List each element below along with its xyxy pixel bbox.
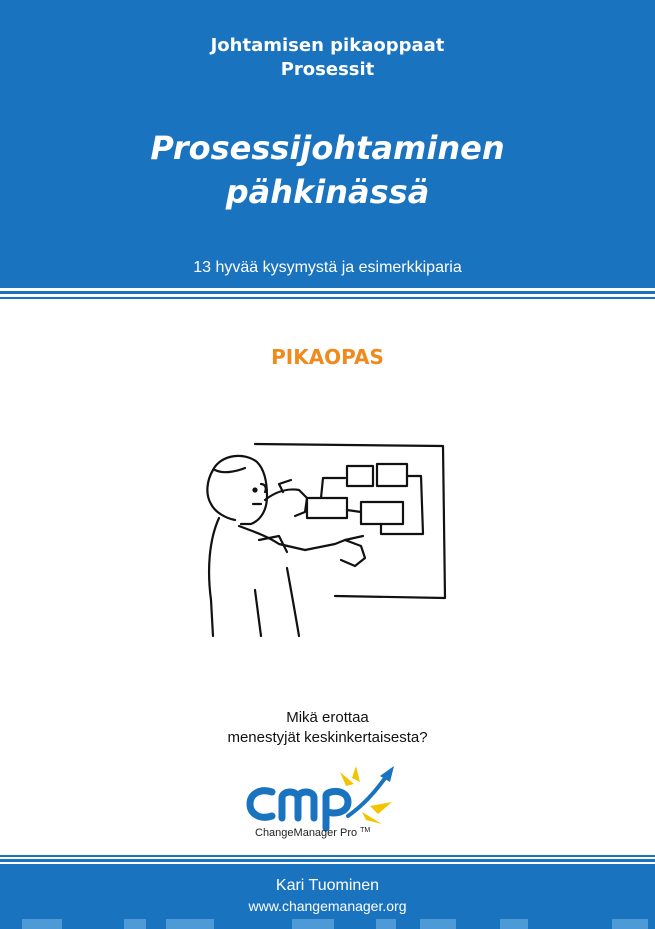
- question-line-2: menestyjät keskinkertaisesta?: [227, 729, 428, 746]
- author-name: Kari Tuominen: [275, 877, 380, 894]
- divider-stripe: [0, 297, 655, 299]
- series-line-2: Prosessit: [280, 59, 375, 80]
- footer-tile: [612, 919, 648, 929]
- question-line-1: Mikä erottaa: [286, 709, 369, 726]
- footer-tile: [420, 919, 456, 929]
- footer-tile: [22, 919, 62, 929]
- header-band: [0, 0, 655, 288]
- book-subtitle: 13 hyvää kysymystä ja esimerkkiparia: [193, 259, 462, 276]
- footer-band: [0, 864, 655, 929]
- footer-tile: [166, 919, 214, 929]
- website-url: www.changemanager.org: [248, 898, 407, 914]
- logo-tagline: ChangeManager Pro ™: [255, 827, 371, 839]
- footer-tile: [124, 919, 146, 929]
- guide-badge: PIKAOPAS: [271, 345, 384, 369]
- book-title: [0, 126, 655, 214]
- man-at-process-board-drawing: [195, 440, 455, 640]
- divider-stripe: [0, 855, 655, 857]
- divider-stripe: [0, 859, 655, 862]
- book-title-line-2: pähkinässä: [225, 173, 430, 211]
- series-title: [0, 34, 655, 82]
- footer-tile: [500, 919, 528, 929]
- footer-tile: [376, 919, 396, 929]
- tagline-question: [0, 708, 655, 748]
- footer-tile: [292, 919, 334, 929]
- series-line-1: Johtamisen pikaoppaat: [210, 35, 445, 56]
- book-title-line-1: Prosessijohtaminen: [150, 129, 505, 167]
- divider-stripe: [0, 291, 655, 294]
